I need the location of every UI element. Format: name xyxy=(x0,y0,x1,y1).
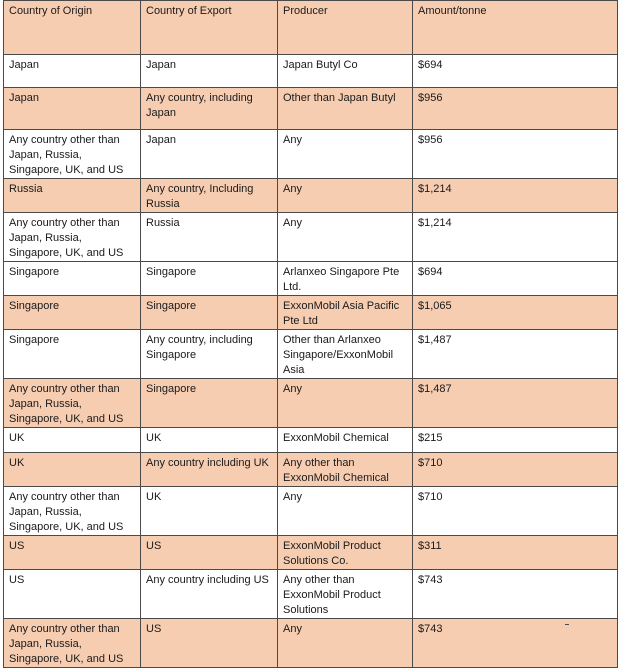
table-row xyxy=(4,213,618,262)
cell-country-of-export: Russia xyxy=(141,213,278,262)
table-row xyxy=(4,330,618,379)
cell-producer: ExxonMobil Chemical xyxy=(278,428,413,453)
cell-producer: ExxonMobil Asia Pacific Pte Ltd xyxy=(278,296,413,330)
cell-amount: $1,065 xyxy=(413,296,618,330)
cell-country-of-origin: Russia xyxy=(4,179,141,213)
cell-country-of-export: Japan xyxy=(141,130,278,179)
cell-amount: $743 xyxy=(413,619,618,668)
cell-country-of-origin: UK xyxy=(4,453,141,487)
cell-producer: Any xyxy=(278,379,413,428)
cell-country-of-origin: Any country other than Japan, Russia, Singapore, UK, and US xyxy=(4,130,141,179)
cell-producer: Arlanxeo Singapore Pte Ltd. xyxy=(278,262,413,296)
cell-country-of-origin: Any country other than Japan, Russia, Singapore, UK, and US xyxy=(4,487,141,536)
table-row xyxy=(4,379,618,428)
cell-country-of-export: UK xyxy=(141,428,278,453)
cell-country-of-origin: Singapore xyxy=(4,330,141,379)
cell-country-of-export: Any country, including Japan xyxy=(141,88,278,130)
cell-country-of-origin: UK xyxy=(4,428,141,453)
header-amount-per-tonne: Amount/tonne xyxy=(413,1,618,55)
cell-producer: Any xyxy=(278,213,413,262)
cell-country-of-export: UK xyxy=(141,487,278,536)
page-edge-mark xyxy=(565,624,569,625)
cell-country-of-export: US xyxy=(141,536,278,570)
cell-country-of-origin: US xyxy=(4,570,141,619)
cell-country-of-origin: Any country other than Japan, Russia, Singapore, UK, and US xyxy=(4,379,141,428)
anti-dumping-duty-table xyxy=(3,0,618,668)
cell-country-of-export: Singapore xyxy=(141,262,278,296)
table-row xyxy=(4,487,618,536)
cell-country-of-export: Any country, including Singapore xyxy=(141,330,278,379)
cell-producer: Any other than ExxonMobil Chemical xyxy=(278,453,413,487)
cell-amount: $1,214 xyxy=(413,213,618,262)
table-row xyxy=(4,428,618,453)
table-row xyxy=(4,453,618,487)
cell-amount: $956 xyxy=(413,130,618,179)
cell-country-of-export: Any country including UK xyxy=(141,453,278,487)
cell-country-of-origin: Singapore xyxy=(4,296,141,330)
cell-country-of-origin: Japan xyxy=(4,88,141,130)
cell-producer: Japan Butyl Co xyxy=(278,55,413,88)
cell-amount: $710 xyxy=(413,453,618,487)
header-country-of-export: Country of Export xyxy=(141,1,278,55)
cell-amount: $311 xyxy=(413,536,618,570)
cell-producer: Any xyxy=(278,487,413,536)
cell-amount: $1,214 xyxy=(413,179,618,213)
cell-country-of-origin: Singapore xyxy=(4,262,141,296)
cell-country-of-export: US xyxy=(141,619,278,668)
table-header-row xyxy=(4,1,618,55)
cell-producer: Other than Arlanxeo Singapore/ExxonMobil Asia xyxy=(278,330,413,379)
table-row xyxy=(4,130,618,179)
cell-country-of-origin: Any country other than Japan, Russia, Singapore, UK, and US xyxy=(4,619,141,668)
cell-amount: $694 xyxy=(413,55,618,88)
cell-producer: Any xyxy=(278,179,413,213)
cell-country-of-export: Japan xyxy=(141,55,278,88)
cell-amount: $956 xyxy=(413,88,618,130)
cell-amount: $215 xyxy=(413,428,618,453)
cell-producer: Other than Japan Butyl xyxy=(278,88,413,130)
cell-producer: Any other than ExxonMobil Product Solutions xyxy=(278,570,413,619)
cell-amount: $1,487 xyxy=(413,379,618,428)
cell-country-of-export: Any country, Including Russia xyxy=(141,179,278,213)
table-row xyxy=(4,536,618,570)
cell-producer: Any xyxy=(278,130,413,179)
table-row xyxy=(4,55,618,88)
cell-country-of-export: Any country including US xyxy=(141,570,278,619)
cell-country-of-export: Singapore xyxy=(141,379,278,428)
table-row xyxy=(4,179,618,213)
table-row xyxy=(4,570,618,619)
header-country-of-origin: Country of Origin xyxy=(4,1,141,55)
table-row xyxy=(4,619,618,668)
cell-producer: Any xyxy=(278,619,413,668)
cell-country-of-export: Singapore xyxy=(141,296,278,330)
cell-amount: $743 xyxy=(413,570,618,619)
cell-country-of-origin: US xyxy=(4,536,141,570)
cell-country-of-origin: Any country other than Japan, Russia, Singapore, UK, and US xyxy=(4,213,141,262)
cell-amount: $710 xyxy=(413,487,618,536)
cell-country-of-origin: Japan xyxy=(4,55,141,88)
header-producer: Producer xyxy=(278,1,413,55)
table-row xyxy=(4,88,618,130)
cell-producer: ExxonMobil Product Solutions Co. xyxy=(278,536,413,570)
table-row xyxy=(4,296,618,330)
cell-amount: $694 xyxy=(413,262,618,296)
cell-amount: $1,487 xyxy=(413,330,618,379)
table-row xyxy=(4,262,618,296)
